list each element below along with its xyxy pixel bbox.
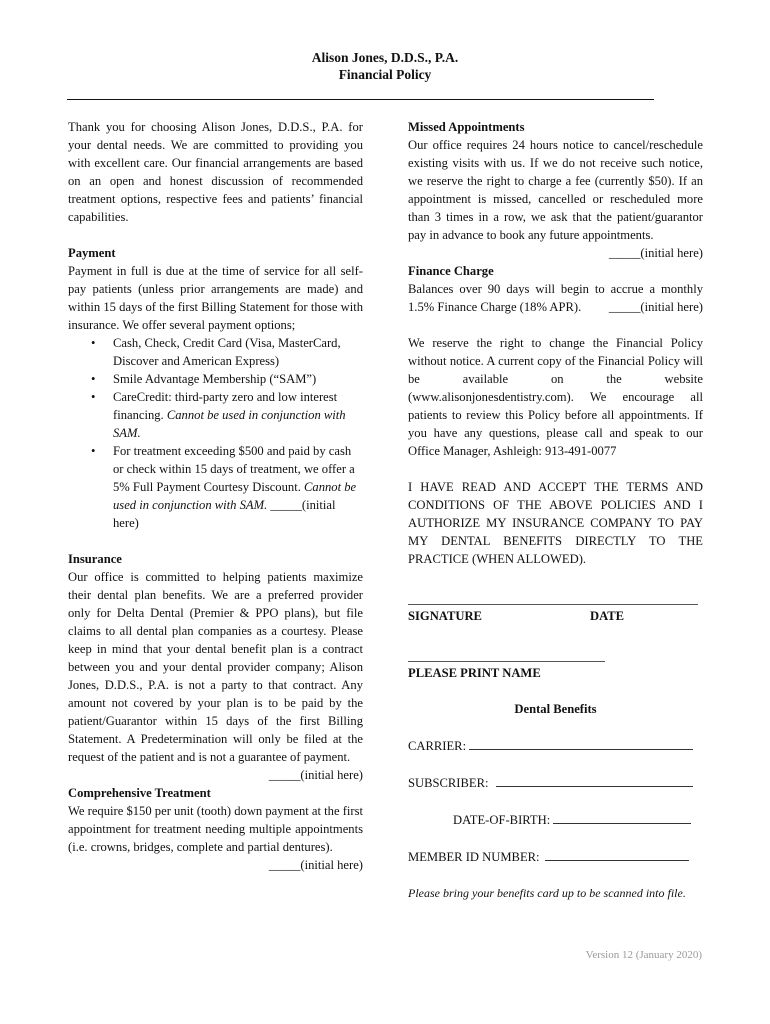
- version-label: Version 12 (January 2020): [585, 949, 702, 961]
- list-item: • CareCredit: third-party zero and low interest financing. Cannot be used in conjunction with SAM.: [113, 388, 363, 442]
- intro-paragraph: Thank you for choosing Alison Jones, D.D.S., P.A. for your dental needs. We are committed to providing you with excellent care. Our financial arrangements are based on an open and honest discussion of recommended treatment options, respective fees and patients’ financial capabilities.: [68, 120, 363, 224]
- missed-heading: Missed Appointments: [408, 120, 525, 134]
- member-id-field[interactable]: [545, 847, 689, 861]
- initial-field[interactable]: _____(initial here): [608, 246, 703, 260]
- subscriber-field[interactable]: [496, 773, 693, 787]
- print-name-line[interactable]: [408, 661, 605, 662]
- right-column: [408, 118, 703, 902]
- initial-field[interactable]: _____(initial here): [268, 858, 363, 872]
- payment-options-list: [68, 334, 363, 532]
- subscriber-row: SUBSCRIBER:: [408, 773, 703, 792]
- insurance-text: Our office is committed to helping patients maximize their dental plan benefits. We are a preferred provider only for Delta Dental (Premier & PPO plans), but file claims to all dental plan companies as a courtesy. Please keep in mind that your dental benefit plan is a contract between you and your dental provider company; Alison Jones, D.D.S., P.A. is not a party to that contract. Any amount not covered by your plan is to be paid by the patient/Guarantor within 15 days of the first Billing Statement. A Predetermination will only be filed at the request of the patient and is not a guarantee of payment. _____(initial here): [68, 570, 363, 782]
- left-column: [68, 118, 363, 874]
- payment-heading: Payment: [68, 246, 116, 260]
- payment-text: Payment in full is due at the time of service for all self-pay patients (unless prior arrangements are made) and within 15 days of the first Billing Statement for those with insurance. We offer several payment options;: [68, 264, 363, 332]
- insurance-heading: Insurance: [68, 552, 122, 566]
- initial-field[interactable]: _____(initial here): [608, 300, 703, 314]
- carrier-row: CARRIER:: [408, 736, 703, 755]
- dob-field[interactable]: [553, 810, 691, 824]
- dental-benefits-heading: Dental Benefits: [514, 702, 597, 716]
- list-item: • For treatment exceeding $500 and paid by cash or check within 15 days of treatment, we offer a 5% Full Payment Courtesy Discount. Cannot be used in conjunction with SAM. _____(initial here): [113, 442, 363, 532]
- header-divider: [67, 99, 654, 100]
- finance-heading: Finance Charge: [408, 264, 494, 278]
- finance-text: Balances over 90 days will begin to accrue a monthly 1.5% Finance Charge (18% APR). _____(initial here): [408, 282, 703, 314]
- missed-text: Our office requires 24 hours notice to cancel/reschedule existing visits with us. If we do not receive such notice, we reserve the right to charge a fee (currently $50). If an appointment is missed, cancelled or rescheduled more than 3 times in a row, we ask that the patient/guarantor pay in advance to book any future appointments. _____(initial here): [408, 138, 703, 260]
- comprehensive-heading: Comprehensive Treatment: [68, 786, 211, 800]
- benefits-card-note: Please bring your benefits card up to be scanned into file.: [408, 886, 686, 900]
- signature-label: SIGNATURE: [408, 609, 482, 623]
- reserve-paragraph: We reserve the right to change the Financial Policy without notice. A current copy of the Financial Policy will be available on the website (www.alisonjonesdentistry.com). We encourage all patients to review this Policy before all appointments. If you have any questions, please call and speak to our Office Manager, Ashleigh: 913-491-0077: [408, 336, 703, 458]
- list-item: • Smile Advantage Membership (“SAM”): [113, 370, 363, 388]
- comprehensive-text: We require $150 per unit (tooth) down payment at the first appointment for treatment needing multiple appointments (i.e. crowns, bridges, complete and partial dentures). _____(initial here): [68, 804, 363, 872]
- carrier-field[interactable]: [469, 736, 693, 750]
- print-name-label: PLEASE PRINT NAME: [408, 666, 541, 680]
- initial-field[interactable]: _____(initial here): [113, 498, 336, 530]
- date-label: DATE: [590, 609, 625, 623]
- signature-line[interactable]: [408, 604, 698, 605]
- page-title: Financial Policy: [338, 67, 432, 82]
- member-id-row: MEMBER ID NUMBER:: [408, 847, 703, 866]
- acceptance-statement: I HAVE READ AND ACCEPT THE TERMS AND CONDITIONS OF THE ABOVE POLICIES AND I AUTHORIZE MY INSURANCE COMPANY TO PAY MY DENTAL BENEFITS DIRECTLY TO THE PRACTICE (WHEN ALLOWED).: [408, 480, 703, 566]
- practice-name: Alison Jones, D.D.S., P.A.: [311, 50, 459, 65]
- list-item: • Cash, Check, Credit Card (Visa, MasterCard, Discover and American Express): [113, 334, 363, 370]
- initial-field[interactable]: _____(initial here): [268, 768, 363, 782]
- dob-row: DATE-OF-BIRTH:: [408, 810, 703, 829]
